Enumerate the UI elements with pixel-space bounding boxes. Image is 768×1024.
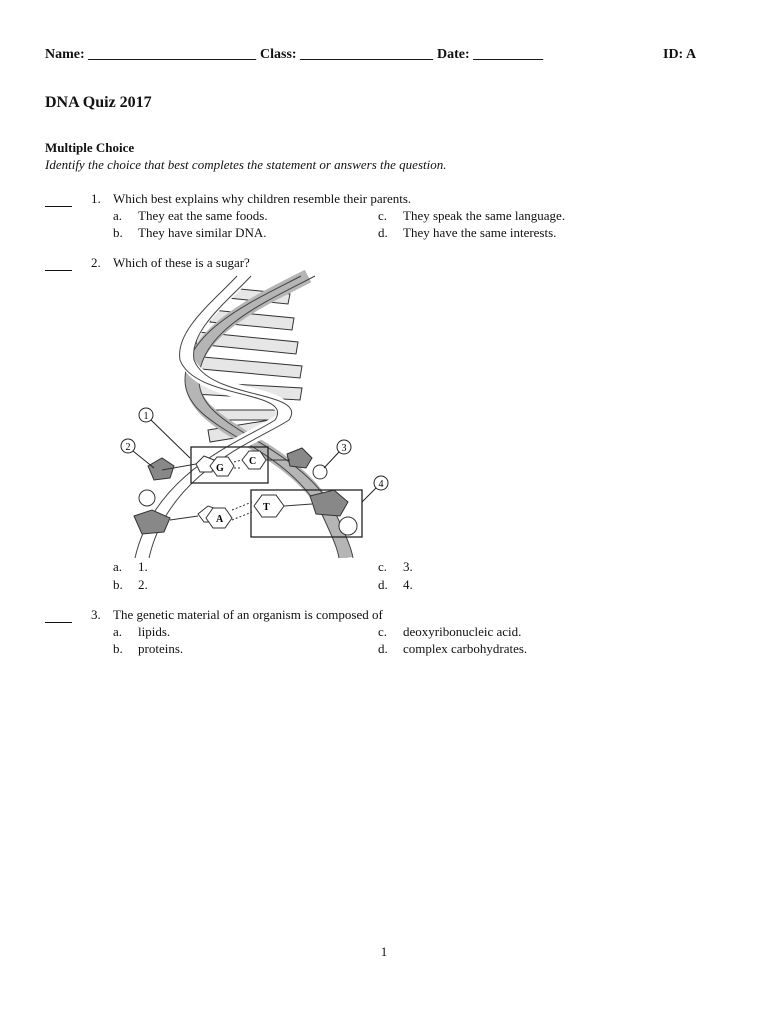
- choice-text: They eat the same foods.: [138, 208, 268, 223]
- choice-letter: c.: [378, 624, 388, 639]
- choice-text: deoxyribonucleic acid.: [403, 624, 522, 639]
- section-instructions: Identify the choice that best completes the statement or answers the question.: [45, 157, 447, 172]
- base-label-c: C: [249, 456, 257, 467]
- choice-letter: b.: [113, 641, 123, 656]
- choice-letter: a.: [113, 559, 123, 574]
- sugar-shape: [339, 517, 357, 535]
- page-number: 1: [380, 944, 388, 959]
- name-field-label: Name: ________________________: [45, 47, 257, 62]
- choice-letter: c.: [378, 559, 388, 574]
- question-number: 2.: [91, 255, 101, 270]
- sugar-shape: [139, 490, 155, 506]
- choice-text: They have similar DNA.: [138, 225, 267, 240]
- answer-blank[interactable]: [45, 621, 72, 623]
- choice-text: They speak the same language.: [403, 208, 566, 223]
- choice-letter: a.: [113, 208, 123, 223]
- question-text: Which best explains why children resemble their parents.: [113, 191, 412, 206]
- base-label-g: G: [216, 463, 224, 474]
- choice-text: 1.: [138, 559, 148, 574]
- choice-text: lipids.: [138, 624, 171, 639]
- choice-letter: b.: [113, 225, 123, 240]
- question-text: Which of these is a sugar?: [113, 255, 250, 270]
- class-field-label: Class: ___________________: [260, 47, 434, 62]
- choice-text: complex carbohydrates.: [403, 641, 528, 656]
- question-number: 1.: [91, 191, 101, 206]
- callout-4: 4: [378, 479, 384, 490]
- choice-letter: c.: [378, 208, 388, 223]
- callout-3: 3: [341, 443, 347, 454]
- id-label: ID: A: [663, 47, 697, 62]
- choice-text: 4.: [403, 577, 413, 592]
- base-label-a: A: [216, 514, 224, 525]
- choice-text: 2.: [138, 577, 148, 592]
- choice-text: They have the same interests.: [403, 225, 557, 240]
- choice-letter: a.: [113, 624, 123, 639]
- choice-text: proteins.: [138, 641, 184, 656]
- section-heading: Multiple Choice: [45, 140, 135, 155]
- choice-letter: b.: [113, 577, 123, 592]
- choice-letter: d.: [378, 577, 388, 592]
- choice-text: 3.: [403, 559, 413, 574]
- dna-helix-diagram: [112, 270, 397, 558]
- choice-letter: d.: [378, 225, 388, 240]
- quiz-title: DNA Quiz 2017: [45, 94, 152, 111]
- base-label-t: T: [263, 502, 270, 513]
- callout-2: 2: [125, 442, 131, 453]
- question-text: The genetic material of an organism is composed of: [113, 607, 383, 622]
- answer-blank[interactable]: [45, 205, 72, 207]
- date-field-label: Date: __________: [437, 47, 544, 62]
- choice-letter: d.: [378, 641, 388, 656]
- question-number: 3.: [91, 607, 101, 622]
- answer-blank[interactable]: [45, 269, 72, 271]
- callout-1: 1: [143, 411, 149, 422]
